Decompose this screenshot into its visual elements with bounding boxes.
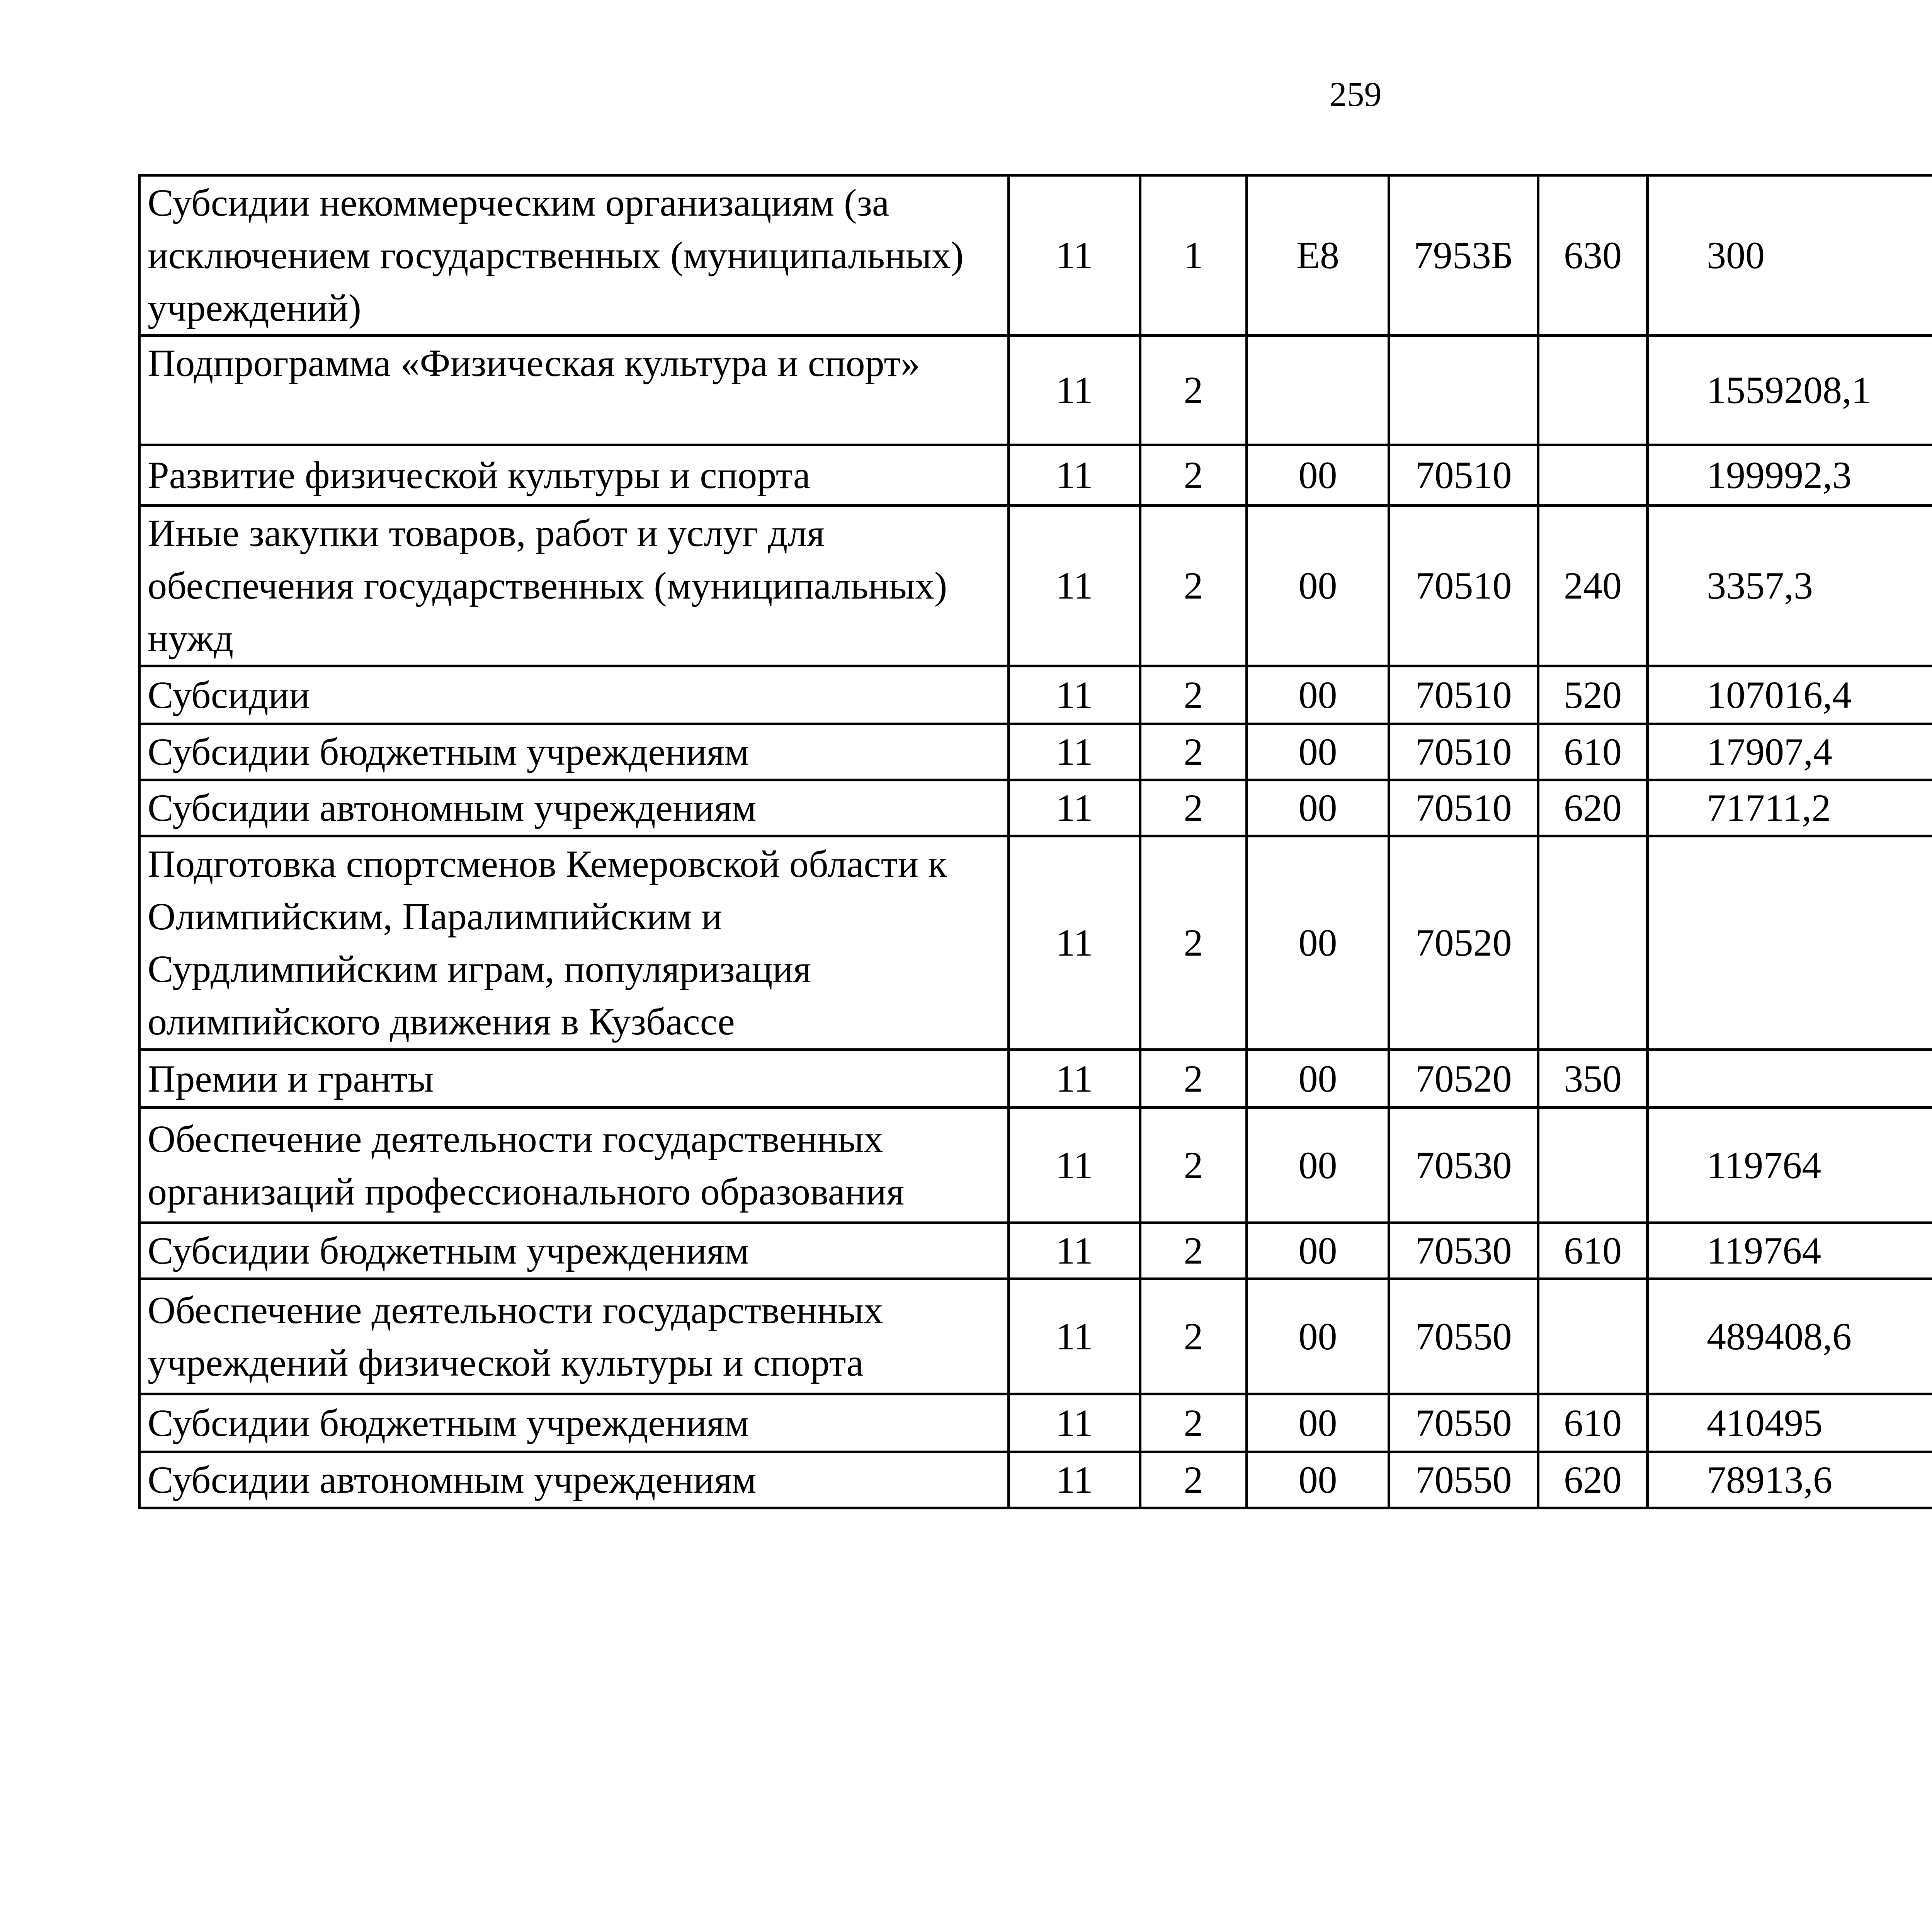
row-name: Субсидии автономным учреждениям	[139, 1452, 1009, 1508]
row-name: Субсидии бюджетным учреждениям	[139, 1223, 1009, 1279]
subsection-code: 2	[1140, 445, 1247, 506]
expense-type-code: 350	[1538, 1050, 1648, 1108]
subsection-code: 2	[1140, 1394, 1247, 1452]
expense-type-code	[1538, 1108, 1648, 1223]
table-row	[139, 724, 1932, 780]
program-code: 00	[1247, 666, 1389, 724]
table-row	[139, 1108, 1932, 1223]
program-code: 00	[1247, 836, 1389, 1050]
section-code: 11	[1009, 724, 1140, 780]
direction-code: 70550	[1389, 1452, 1538, 1508]
section-code: 11	[1009, 666, 1140, 724]
section-code: 11	[1009, 1223, 1140, 1279]
program-code: 00	[1247, 1279, 1389, 1394]
row-name: Субсидии	[139, 666, 1009, 724]
amount-year-1: 489408,6	[1648, 1279, 1932, 1394]
expense-type-code: 610	[1538, 724, 1648, 780]
expense-type-code	[1538, 336, 1648, 445]
subsection-code: 2	[1140, 1452, 1247, 1508]
program-code: 00	[1247, 445, 1389, 506]
program-code: 00	[1247, 1394, 1389, 1452]
section-code: 11	[1009, 445, 1140, 506]
row-name: Субсидии некоммерческим организациям (за исключением государственных (муниципальных) учреждений)	[139, 175, 1009, 336]
expense-type-code: 620	[1538, 1452, 1648, 1508]
direction-code: 7953Б	[1389, 175, 1538, 336]
subsection-code: 2	[1140, 506, 1247, 666]
program-code: Е8	[1247, 175, 1389, 336]
subsection-code: 2	[1140, 1223, 1247, 1279]
direction-code: 70550	[1389, 1279, 1538, 1394]
direction-code: 70530	[1389, 1108, 1538, 1223]
expense-type-code	[1538, 445, 1648, 506]
direction-code: 70520	[1389, 1050, 1538, 1108]
direction-code: 70510	[1389, 666, 1538, 724]
subsection-code: 2	[1140, 780, 1247, 836]
table-row	[139, 836, 1932, 1050]
program-code: 00	[1247, 506, 1389, 666]
table-row	[139, 445, 1932, 506]
subsection-code: 2	[1140, 666, 1247, 724]
subsection-code: 2	[1140, 1108, 1247, 1223]
amount-year-1: 71711,2	[1648, 780, 1932, 836]
amount-year-1: 3357,3	[1648, 506, 1932, 666]
amount-year-1: 199992,3	[1648, 445, 1932, 506]
expense-type-code: 630	[1538, 175, 1648, 336]
table-row	[139, 1223, 1932, 1279]
expense-type-code: 610	[1538, 1394, 1648, 1452]
amount-year-1: 410495	[1648, 1394, 1932, 1452]
direction-code: 70520	[1389, 836, 1538, 1050]
amount-year-1	[1648, 1050, 1932, 1108]
expense-type-code: 240	[1538, 506, 1648, 666]
direction-code: 70510	[1389, 724, 1538, 780]
section-code: 11	[1009, 780, 1140, 836]
program-code: 00	[1247, 1452, 1389, 1508]
direction-code: 70510	[1389, 445, 1538, 506]
row-name: Субсидии бюджетным учреждениям	[139, 724, 1009, 780]
budget-table	[138, 174, 1932, 1509]
amount-year-1	[1648, 836, 1932, 1050]
program-code: 00	[1247, 1223, 1389, 1279]
table-row	[139, 666, 1932, 724]
section-code: 11	[1009, 1108, 1140, 1223]
section-code: 11	[1009, 1452, 1140, 1508]
amount-year-1: 107016,4	[1648, 666, 1932, 724]
row-name: Премии и гранты	[139, 1050, 1009, 1108]
table-row	[139, 506, 1932, 666]
table-body	[139, 175, 1932, 1508]
direction-code	[1389, 336, 1538, 445]
direction-code: 70510	[1389, 780, 1538, 836]
direction-code: 70510	[1389, 506, 1538, 666]
row-name: Развитие физической культуры и спорта	[139, 445, 1009, 506]
row-name: Иные закупки товаров, работ и услуг для обеспечения государственных (муниципальных) нужд	[139, 506, 1009, 666]
expense-type-code: 520	[1538, 666, 1648, 724]
row-name: Субсидии автономным учреждениям	[139, 780, 1009, 836]
amount-year-1: 1559208,1	[1648, 336, 1932, 445]
section-code: 11	[1009, 506, 1140, 666]
program-code: 00	[1247, 724, 1389, 780]
expense-type-code: 620	[1538, 780, 1648, 836]
section-code: 11	[1009, 1394, 1140, 1452]
program-code: 00	[1247, 780, 1389, 836]
section-code: 11	[1009, 175, 1140, 336]
section-code: 11	[1009, 1050, 1140, 1108]
amount-year-1: 119764	[1648, 1108, 1932, 1223]
amount-year-1: 17907,4	[1648, 724, 1932, 780]
direction-code: 70550	[1389, 1394, 1538, 1452]
row-name: Обеспечение деятельности государственных организаций профессионального образования	[139, 1108, 1009, 1223]
table-row	[139, 1050, 1932, 1108]
subsection-code: 2	[1140, 836, 1247, 1050]
row-name: Подготовка спортсменов Кемеровской области к Олимпийским, Паралимпийским и Сурдлимпийским играм, популяризация олимпийского движения в Кузбассе	[139, 836, 1009, 1050]
subsection-code: 2	[1140, 724, 1247, 780]
section-code: 11	[1009, 836, 1140, 1050]
amount-year-1: 119764	[1648, 1223, 1932, 1279]
section-code: 11	[1009, 1279, 1140, 1394]
expense-type-code	[1538, 1279, 1648, 1394]
subsection-code: 2	[1140, 1050, 1247, 1108]
row-name: Субсидии бюджетным учреждениям	[139, 1394, 1009, 1452]
amount-year-1: 78913,6	[1648, 1452, 1932, 1508]
expense-type-code	[1538, 836, 1648, 1050]
table-row	[139, 336, 1932, 445]
subsection-code: 2	[1140, 1279, 1247, 1394]
row-name: Подпрограмма «Физическая культура и спорт»	[139, 336, 1009, 445]
table-row	[139, 1452, 1932, 1508]
program-code: 00	[1247, 1050, 1389, 1108]
program-code: 00	[1247, 1108, 1389, 1223]
program-code	[1247, 336, 1389, 445]
table-row	[139, 1394, 1932, 1452]
row-name: Обеспечение деятельности государственных учреждений физической культуры и спорта	[139, 1279, 1009, 1394]
amount-year-1: 300	[1648, 175, 1932, 336]
table-row	[139, 780, 1932, 836]
page-number: 259	[1329, 75, 1382, 114]
expense-type-code: 610	[1538, 1223, 1648, 1279]
direction-code: 70530	[1389, 1223, 1538, 1279]
section-code: 11	[1009, 336, 1140, 445]
table-row	[139, 1279, 1932, 1394]
subsection-code: 1	[1140, 175, 1247, 336]
table-row	[139, 175, 1932, 336]
subsection-code: 2	[1140, 336, 1247, 445]
